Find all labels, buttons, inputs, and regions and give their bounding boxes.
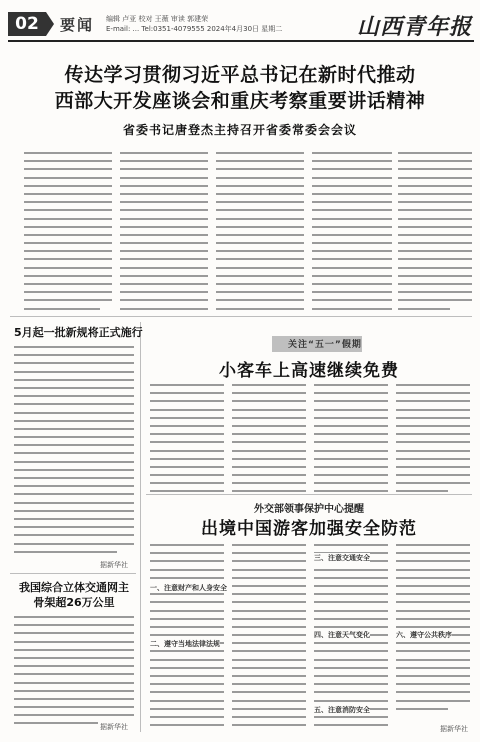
travel-text-col2 bbox=[232, 544, 306, 732]
editor-line: 编辑 卢亚 校对 王薇 审读 郭建荣 bbox=[106, 15, 209, 23]
page-number: 02 bbox=[8, 12, 46, 36]
mid-divider bbox=[146, 494, 472, 495]
lead-text-col2 bbox=[120, 152, 208, 316]
main-headline-line2: 西部大开发座谈会和重庆考察重要讲话精神 bbox=[54, 90, 426, 112]
lead-text-col4 bbox=[312, 152, 392, 316]
travel-subhead-1: 一、注意财产和人身安全 bbox=[150, 584, 227, 592]
article-title-transport-network: 我国综合立体交通网主骨架超26万公里 bbox=[19, 581, 129, 609]
travel-subhead-3: 三、注意交通安全 bbox=[314, 554, 370, 562]
car-text-col3 bbox=[314, 384, 388, 499]
car-text-col4 bbox=[396, 384, 470, 499]
travel-subhead-2: 二、遵守当地法律法规 bbox=[150, 640, 220, 648]
lead-text-col3 bbox=[216, 152, 304, 316]
article-body-transport-network bbox=[14, 616, 134, 731]
left-divider bbox=[10, 573, 136, 574]
main-headline-subtitle: 省委书记唐登杰主持召开省委常委会会议 bbox=[122, 123, 357, 137]
article-title-travel-safety: 出境中国游客加强安全防范 bbox=[201, 519, 417, 539]
travel-subhead-4: 四、注意天气变化 bbox=[314, 631, 370, 639]
newspaper-logo: 山西青年报 bbox=[356, 14, 472, 40]
main-headline-line1: 传达学习贯彻习近平总书记在新时代推动 bbox=[64, 64, 416, 86]
article-title-car-toll-free: 小客车上高速继续免费 bbox=[219, 361, 399, 381]
page-number-arrow bbox=[46, 12, 54, 36]
header-rule bbox=[8, 40, 474, 42]
travel-subhead-5: 五、注意消防安全 bbox=[314, 706, 370, 714]
article-source-travel: 据新华社 bbox=[440, 725, 468, 733]
page-header bbox=[8, 12, 474, 38]
lead-text-col1 bbox=[24, 152, 112, 316]
article-title-new-rules: 5月起一批新规将正式施行 bbox=[14, 326, 143, 339]
lead-text-col5 bbox=[398, 152, 472, 316]
article-source-transport-network: 据新华社 bbox=[100, 723, 128, 731]
holiday-banner-label: 关注“五一”假期 bbox=[288, 340, 362, 350]
main-headline bbox=[10, 62, 470, 114]
article-source-new-rules: 据新华社 bbox=[100, 561, 128, 569]
section-divider bbox=[10, 316, 472, 317]
date-line: E-mail: ... Tel:0351-4079555 2024年4月30日 星期二 bbox=[106, 25, 283, 33]
travel-subhead-6: 六、遵守公共秩序 bbox=[396, 631, 452, 639]
article-kicker-travel: 外交部领事保护中心提醒 bbox=[254, 504, 364, 515]
car-text-col2 bbox=[232, 384, 306, 499]
article-body-new-rules bbox=[14, 346, 134, 559]
car-text-col1 bbox=[150, 384, 224, 499]
column-divider bbox=[140, 322, 141, 732]
section-name: 要闻 bbox=[60, 16, 95, 34]
